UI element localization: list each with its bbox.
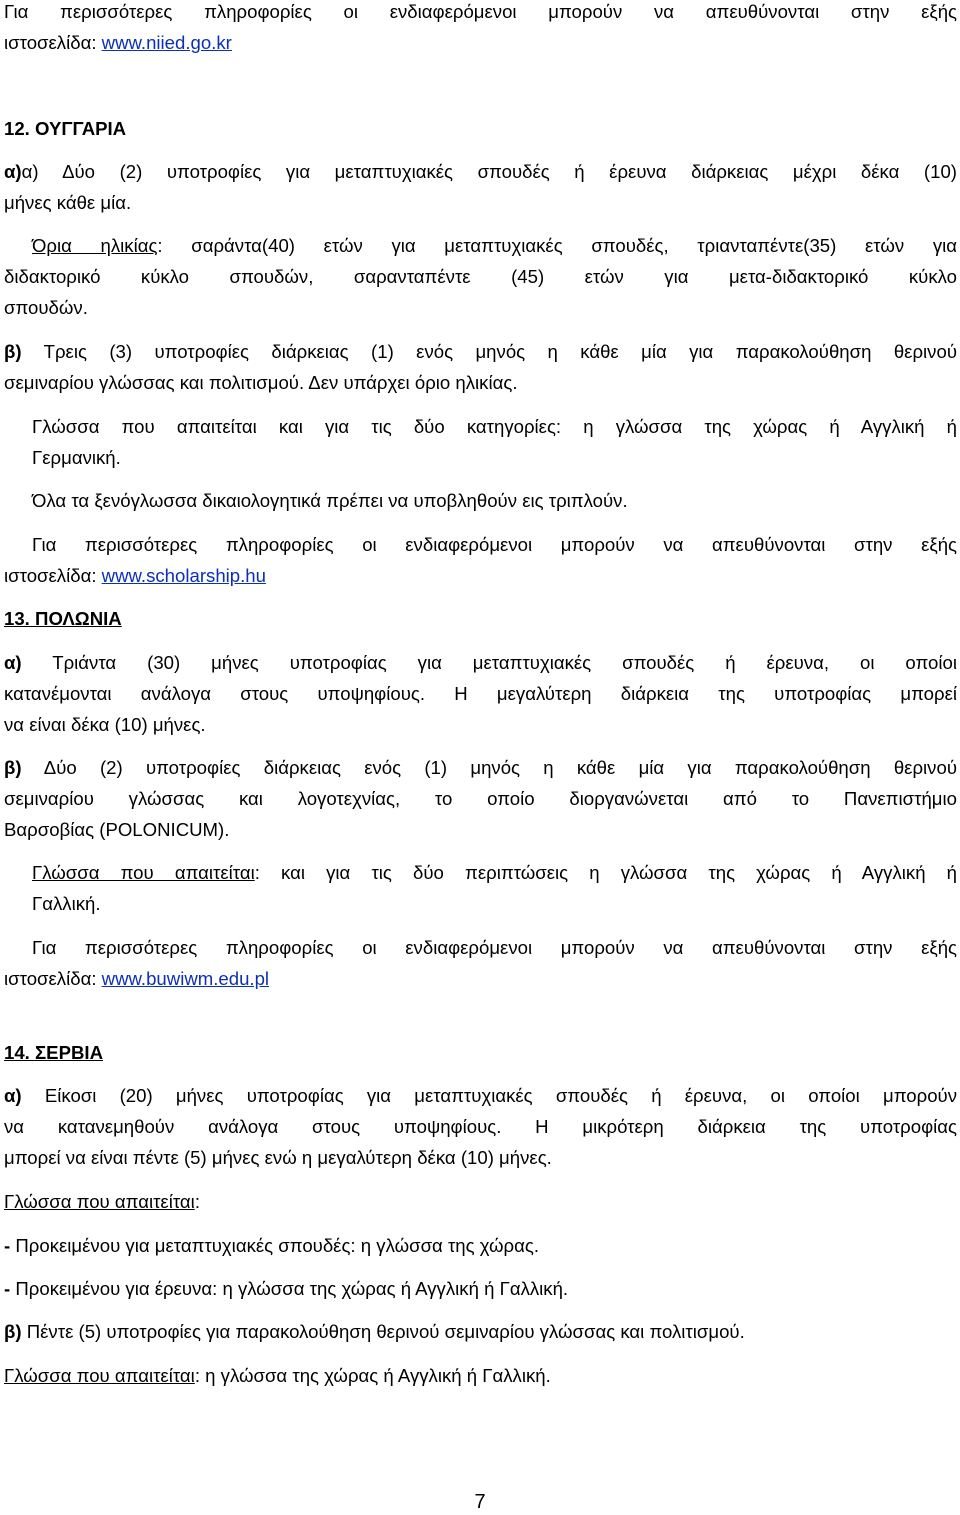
poland-website-link[interactable]: www.buwiwm.edu.pl	[101, 968, 270, 989]
serbia-language-item: - Προκειμένου για έρευνα: η γλώσσα της χώρας ή Αγγλική ή Γαλλική.	[4, 1278, 569, 1299]
poland-b-line: σεμιναρίου γλώσσας και λογοτεχνίας, το οποίο διοργανώνεται από το Πανεπιστήμιο	[4, 788, 957, 809]
hungary-age-line: Όρια ηλικίας: σαράντα(40) ετών για μεταπτυχιακές σπουδές, τριανταπέντε(35) ετών για	[32, 235, 957, 256]
poland-info-line: Για περισσότερες πληροφορίες οι ενδιαφερόμενοι μπορούν να απευθύνονται στην εξής	[32, 937, 957, 958]
hungary-language-line: Γλώσσα που απαιτείται και για τις δύο κατηγορίες: η γλώσσα της χώρας ή Αγγλική ή	[32, 416, 957, 437]
hungary-website-link[interactable]: www.scholarship.hu	[101, 565, 266, 586]
hungary-a-line: μήνες κάθε μία.	[4, 192, 132, 213]
serbia-a-line: μπορεί να είναι πέντε (5) μήνες ενώ η μεγαλύτερη δέκα (10) μήνες.	[4, 1147, 552, 1168]
hungary-a-line: α)α) Δύο (2) υποτροφίες για μεταπτυχιακές σπουδές ή έρευνα διάρκειας μέχρι δέκα (10)	[4, 161, 957, 182]
serbia-a-line: να κατανεμηθούν ανάλογα στους υποψηφίους. Η μικρότερη διάρκεια της υποτροφίας	[4, 1116, 957, 1137]
poland-a-line: α) Τριάντα (30) μήνες υποτροφίας για μεταπτυχιακές σπουδές ή έρευνα, οι οποίοι	[4, 652, 957, 673]
info-line: Για περισσότερες πληροφορίες οι ενδιαφερόμενοι μπορούν να απευθύνονται στην εξής	[4, 1, 957, 22]
hungary-b-line: σεμιναρίου γλώσσας και πολιτισμού. Δεν υπάρχει όριο ηλικίας.	[4, 372, 518, 393]
hungary-language-line: Γερμανική.	[32, 447, 121, 468]
hungary-age-line: σπουδών.	[4, 297, 88, 318]
serbia-language-line: Γλώσσα που απαιτείται: η γλώσσα της χώρας ή Αγγλική ή Γαλλική.	[4, 1365, 551, 1386]
section-heading-hungary: 12. ΟΥΓΓΑΡΙΑ	[4, 118, 127, 139]
poland-a-line: να είναι δέκα (10) μήνες.	[4, 714, 206, 735]
hungary-info-line: Για περισσότερες πληροφορίες οι ενδιαφερόμενοι μπορούν να απευθύνονται στην εξής	[32, 534, 957, 555]
serbia-language-heading: Γλώσσα που απαιτείται:	[4, 1191, 200, 1212]
poland-b-line: β) Δύο (2) υποτροφίες διάρκειας ενός (1) μηνός η κάθε μία για παρακολούθηση θερινού	[4, 757, 957, 778]
poland-info-line: ιστοσελίδα: www.buwiwm.edu.pl	[4, 968, 270, 989]
section-heading-poland: 13. ΠΟΛΩΝΙΑ	[4, 608, 122, 629]
serbia-a-line: α) Είκοσι (20) μήνες υποτροφίας για μεταπτυχιακές σπουδές ή έρευνα, οι οποίοι μπορούν	[4, 1085, 957, 1106]
hungary-age-line: διδακτορικό κύκλο σπουδών, σαρανταπέντε (45) ετών για μετα-διδακτορικό κύκλο	[4, 266, 957, 287]
korea-website-link[interactable]: www.niied.go.kr	[101, 32, 232, 53]
poland-language-line: Γαλλική.	[32, 893, 101, 914]
hungary-info-line: ιστοσελίδα: www.scholarship.hu	[4, 565, 266, 586]
poland-a-line: κατανέμονται ανάλογα στους υποψηφίους. Η μεγαλύτερη διάρκεια της υποτροφίας μπορεί	[4, 683, 957, 704]
section-heading-serbia: 14. ΣΕΡΒΙΑ	[4, 1042, 103, 1063]
serbia-language-item: - Προκειμένου για μεταπτυχιακές σπουδές: η γλώσσα της χώρας.	[4, 1235, 540, 1256]
hungary-documents-line: Όλα τα ξενόγλωσσα δικαιολογητικά πρέπει να υποβληθούν εις τριπλούν.	[32, 490, 628, 511]
hungary-b-line: β) Τρεις (3) υποτροφίες διάρκειας (1) ενός μηνός η κάθε μία για παρακολούθηση θερινού	[4, 341, 957, 362]
serbia-b-line: β) Πέντε (5) υποτροφίες για παρακολούθηση θερινού σεμιναρίου γλώσσας και πολιτισμού.	[4, 1321, 745, 1342]
info-line: ιστοσελίδα: www.niied.go.kr	[4, 32, 232, 53]
poland-b-line: Βαρσοβίας (POLONICUM).	[4, 819, 230, 840]
page-number: 7	[474, 1491, 486, 1513]
poland-language-line: Γλώσσα που απαιτείται: και για τις δύο περιπτώσεις η γλώσσα της χώρας ή Αγγλική ή	[32, 862, 958, 883]
